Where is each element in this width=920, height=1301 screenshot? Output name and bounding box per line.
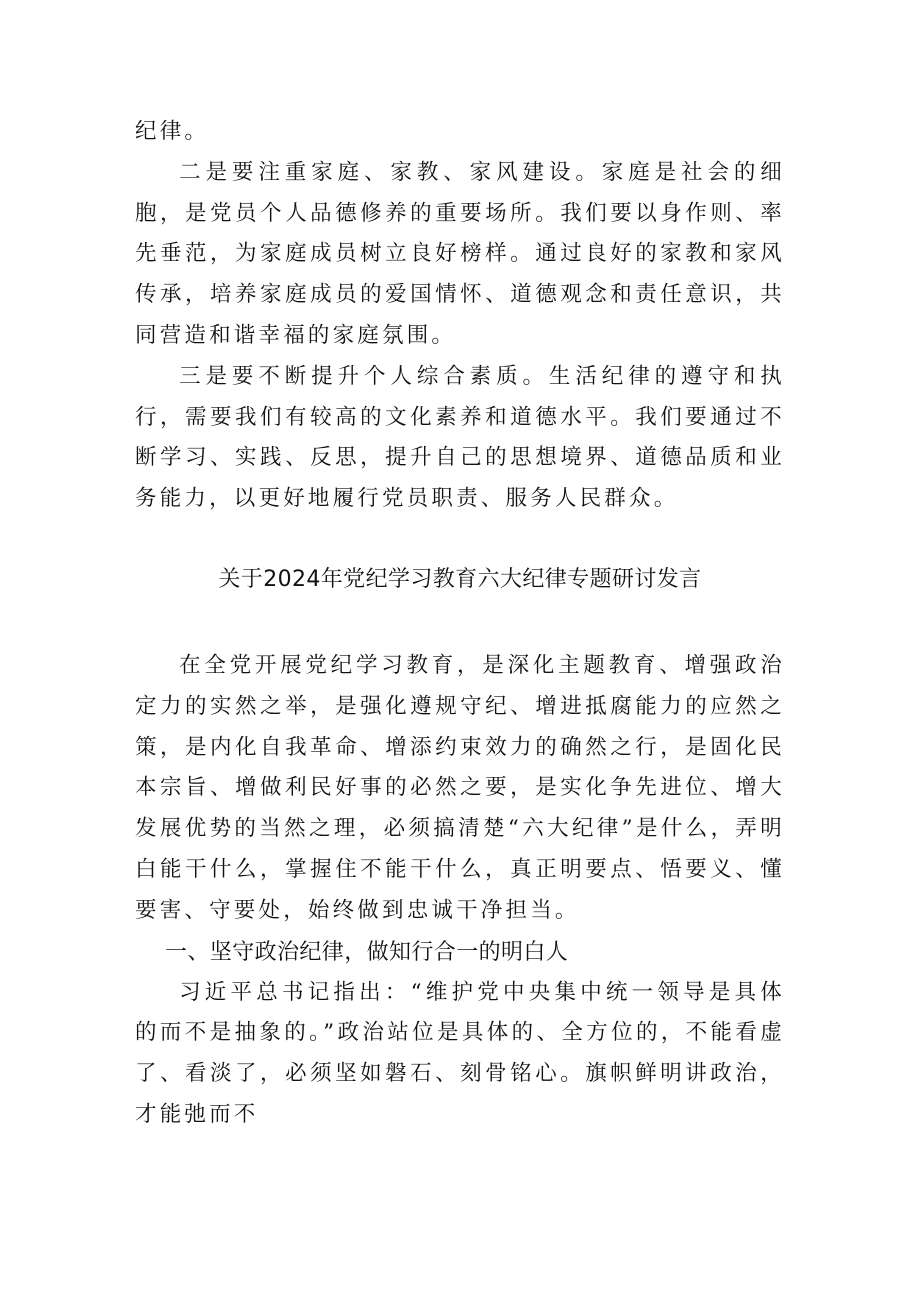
intro-fragment: 纪律。 — [135, 119, 210, 144]
point-personal-quality: 三是要不断提升个人综合素质。生活纪律的遵守和执行，需要我们有较高的文化素养和道德水平。我们要通过不断学习、实践、反思，提升自己的思想境界、道德品质和业务能力，以更好地履行党员职责、服务人民群众。 — [135, 363, 785, 512]
opening-paragraph: 在全党开展党纪学习教育，是深化主题教育、增强政治定力的实然之举，是强化遵规守纪、增进抵腐能力的应然之策，是内化自我革命、增添约束效力的确然之行，是固化民本宗旨、增做利民好事的必然之要，是实化争先进位、增大发展优势的当然之理，必须搞清楚“六大纪律”是什么，弄明白能干什么，掌握住不能干什么，真正明要点、悟要义、懂要害、守要处，始终做到忠诚干净担当。 — [135, 652, 785, 923]
section-heading: 一、坚守政治纪律，做知行合一的明白人 — [165, 939, 569, 965]
document-body — [135, 112, 785, 1136]
section-body-paragraph: 习近平总书记指出：“维护党中央集中统一领导是具体的而不是抽象的。”政治站位是具体的、全方位的，不能看虚了、看淡了，必须坚如磐石、刻骨铭心。旗帜鲜明讲政治，才能弛而不 — [135, 979, 785, 1127]
spacer — [135, 520, 785, 560]
point-family-building: 二是要注重家庭、家教、家风建设。家庭是社会的细胞，是党员个人品德修养的重要场所。我们要以身作则、率先垂范，为家庭成员树立良好榜样。通过良好的家教和家风传承，培养家庭成员的爱国情怀、道德观念和责任意识，共同营造和谐幸福的家庭氛围。 — [135, 159, 785, 348]
document-title: 关于2024年党纪学习教育六大纪律专题研讨发言 — [218, 566, 702, 592]
spacer — [135, 600, 785, 646]
